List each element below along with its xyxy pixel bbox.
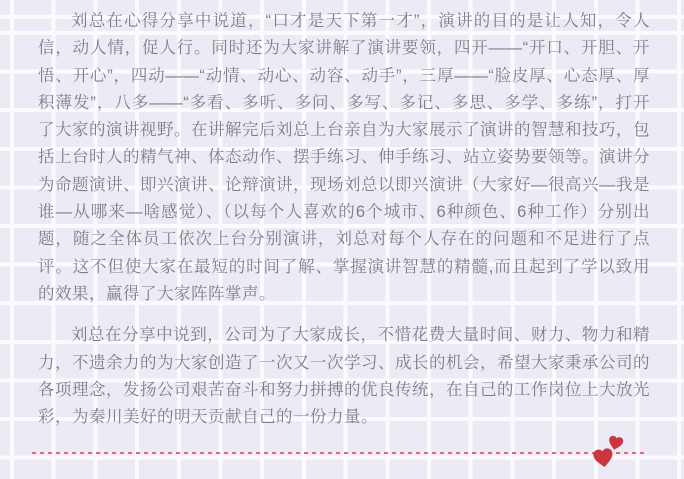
heart-icon-small [605, 433, 625, 453]
heart-icon-small-shape [607, 435, 624, 451]
dashed-divider [32, 452, 645, 454]
paragraph-speech-summary: 刘总在心得分享中说道，“口才是天下第一才”，演讲的目的是让人知，令人信，动人情，促人行。同时还为大家讲解了演讲要领，四开——“开口、开胆、开悟、开心”，四动——“动情、动心、动容、动手”，三厚——“脸皮厚、心态厚、厚积薄发”，八多——“多看、多听、多问、多写、多记、多思、多学、多练”，打开了大家的演讲视野。在讲解完后刘总上台亲自为大家展示了演讲的智慧和技巧，包括上台时人的精气神、体态动作、摆手练习、伸手练习、站立姿势要领等。演讲分为命题演讲、即兴演讲、论辩演讲，现场刘总以即兴演讲（大家好—很高兴—我是谁—从哪来—啥感觉）、（以每个人喜欢的6个城市、6种颜色、6种工作）分别出题，随之全体员工依次上台分别演讲，刘总对每个人存在的问题和不足进行了点评。这不但使大家在最短的时间了解、掌握演讲智慧的精髓,而且起到了学以致用的效果，赢得了大家阵阵掌声。 [38, 12, 650, 303]
article-body [38, 8, 650, 431]
paragraph-company-message: 刘总在分享中说到，公司为了大家成长，不惜花费大量时间、财力、物力和精力，不遗余力的为大家创造了一次又一次学习、成长的机会，希望大家秉承公司的各项理念，发扬公司艰苦奋斗和努力拼搏的优良传统，在自己的工作岗位上大放光彩，为秦川美好的明天贡献自己的一份力量。 [38, 326, 650, 427]
